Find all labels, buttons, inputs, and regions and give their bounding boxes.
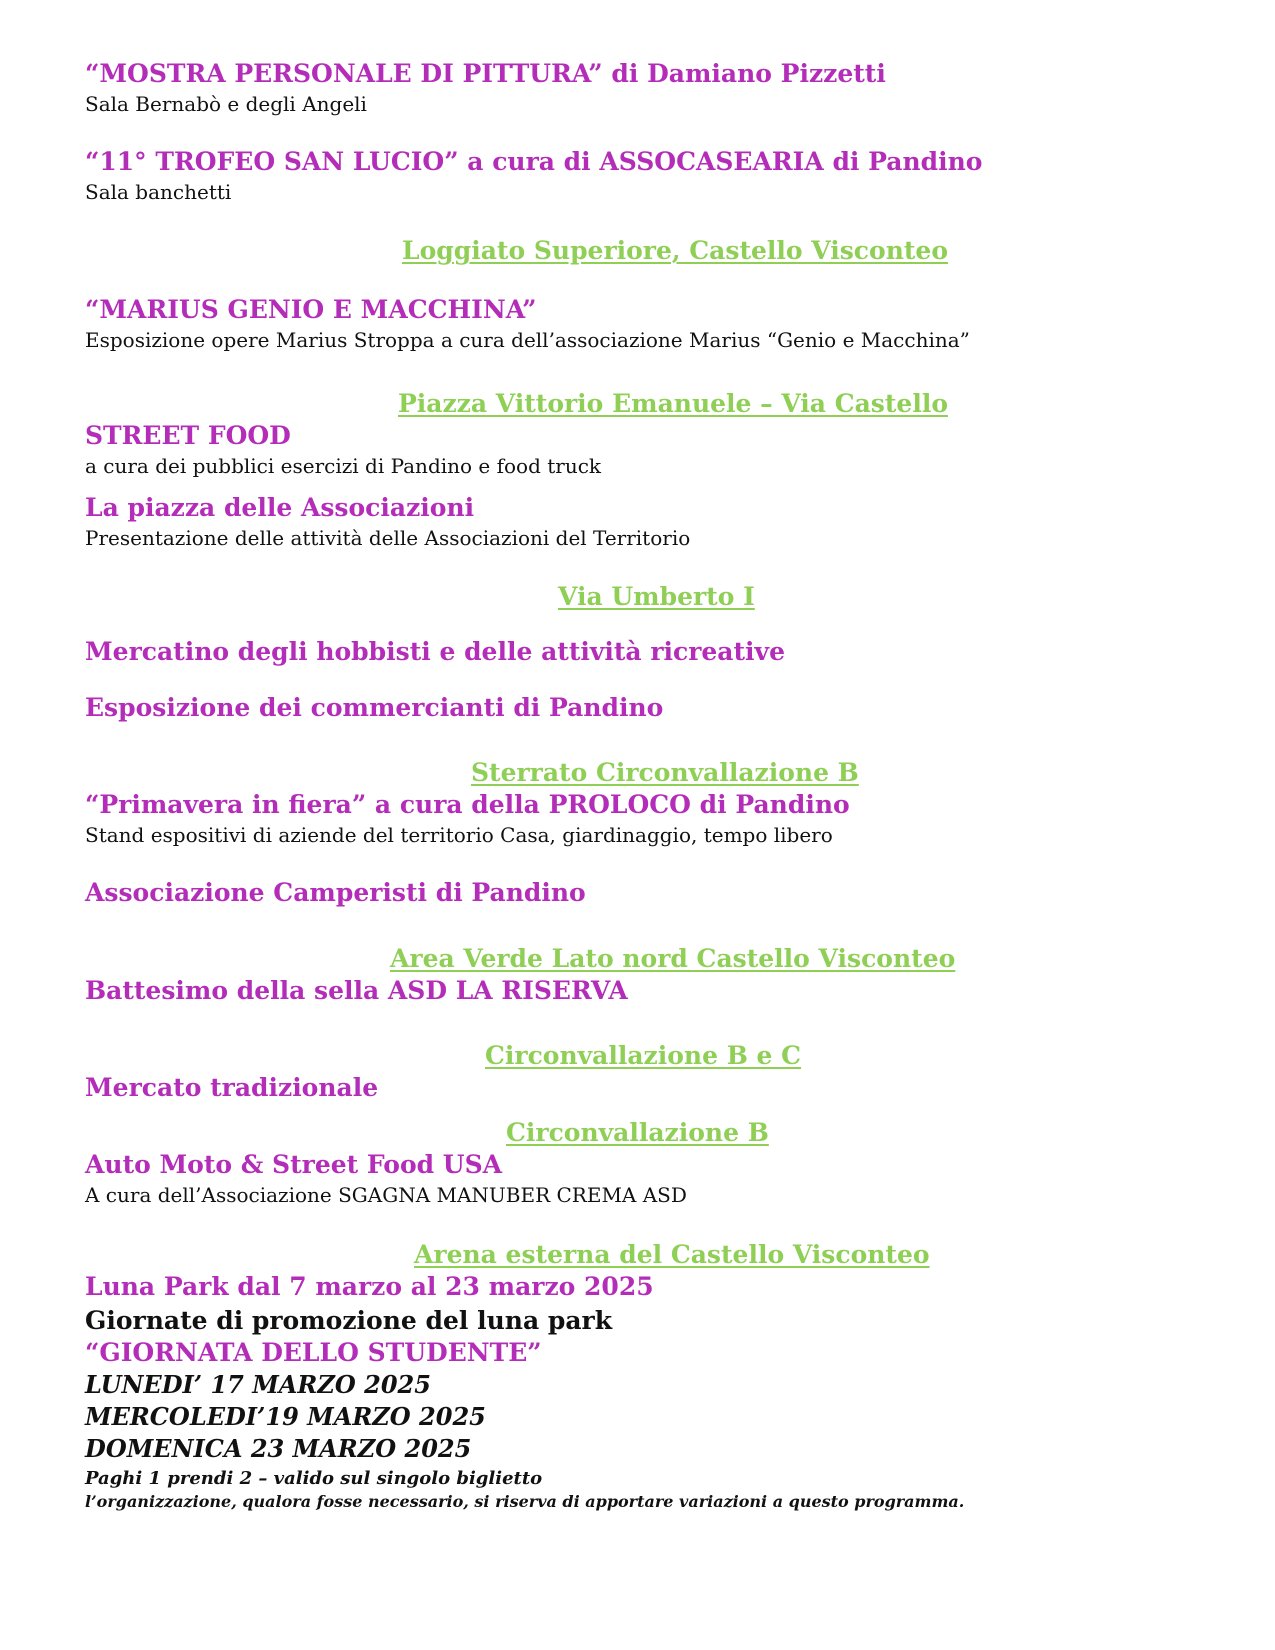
mercatino-title: Mercatino degli hobbisti e delle attività ricreative bbox=[85, 637, 785, 666]
section-heading-sterrato: Sterrato Circonvallazione B bbox=[471, 758, 859, 787]
giornata-studente-title: “GIORNATA DELLO STUDENTE” bbox=[85, 1338, 542, 1367]
street-food-title: STREET FOOD bbox=[85, 421, 291, 450]
camperisti-title: Associazione Camperisti di Pandino bbox=[85, 878, 586, 907]
marius-description: Esposizione opere Marius Stroppa a cura dell’associazione Marius “Genio e Macchina” bbox=[85, 328, 970, 352]
esposizione-title: Esposizione dei commercianti di Pandino bbox=[85, 693, 664, 722]
date-sunday: DOMENICA 23 MARZO 2025 bbox=[85, 1434, 472, 1463]
primavera-title: “Primavera in fiera” a cura della PROLOCO di Pandino bbox=[85, 790, 850, 819]
trofeo-place: Sala banchetti bbox=[85, 180, 232, 204]
section-heading-umberto: Via Umberto I bbox=[558, 582, 755, 611]
auto-moto-description: A cura dell’Associazione SGAGNA MANUBER CREMA ASD bbox=[85, 1183, 687, 1207]
battesimo-title: Battesimo della sella ASD LA RISERVA bbox=[85, 976, 628, 1005]
section-heading-loggiato: Loggiato Superiore, Castello Visconteo bbox=[402, 236, 949, 265]
associazioni-description: Presentazione delle attività delle Associazioni del Territorio bbox=[85, 526, 691, 550]
section-heading-circ-bc: Circonvallazione B e C bbox=[485, 1041, 802, 1070]
date-wednesday: MERCOLEDI’19 MARZO 2025 bbox=[85, 1402, 486, 1431]
section-heading-circ-b: Circonvallazione B bbox=[506, 1118, 769, 1147]
mostra-title: “MOSTRA PERSONALE DI PITTURA” di Damiano Pizzetti bbox=[85, 59, 886, 88]
auto-moto-title: Auto Moto & Street Food USA bbox=[85, 1150, 503, 1179]
mercato-title: Mercato tradizionale bbox=[85, 1073, 379, 1102]
marius-title: “MARIUS GENIO E MACCHINA” bbox=[85, 295, 537, 324]
section-heading-piazza: Piazza Vittorio Emanuele – Via Castello bbox=[398, 389, 948, 418]
mostra-place: Sala Bernabò e degli Angeli bbox=[85, 92, 367, 116]
section-heading-area-verde: Area Verde Lato nord Castello Visconteo bbox=[390, 944, 956, 973]
primavera-description: Stand espositivi di aziende del territorio Casa, giardinaggio, tempo libero bbox=[85, 823, 833, 847]
offer-note: Paghi 1 prendi 2 – valido sul singolo biglietto bbox=[85, 1468, 543, 1489]
section-heading-arena: Arena esterna del Castello Visconteo bbox=[414, 1240, 930, 1269]
promozione-title: Giornate di promozione del luna park bbox=[85, 1306, 613, 1335]
disclaimer-note: l’organizzazione, qualora fosse necessario, si riserva di apportare variazioni a questo programma. bbox=[85, 1492, 965, 1511]
associazioni-title: La piazza delle Associazioni bbox=[85, 493, 475, 522]
trofeo-title: “11° TROFEO SAN LUCIO” a cura di ASSOCASEARIA di Pandino bbox=[85, 147, 983, 176]
street-food-description: a cura dei pubblici esercizi di Pandino e food truck bbox=[85, 454, 602, 478]
luna-park-title: Luna Park dal 7 marzo al 23 marzo 2025 bbox=[85, 1272, 654, 1301]
date-monday: LUNEDI’ 17 MARZO 2025 bbox=[85, 1370, 431, 1399]
